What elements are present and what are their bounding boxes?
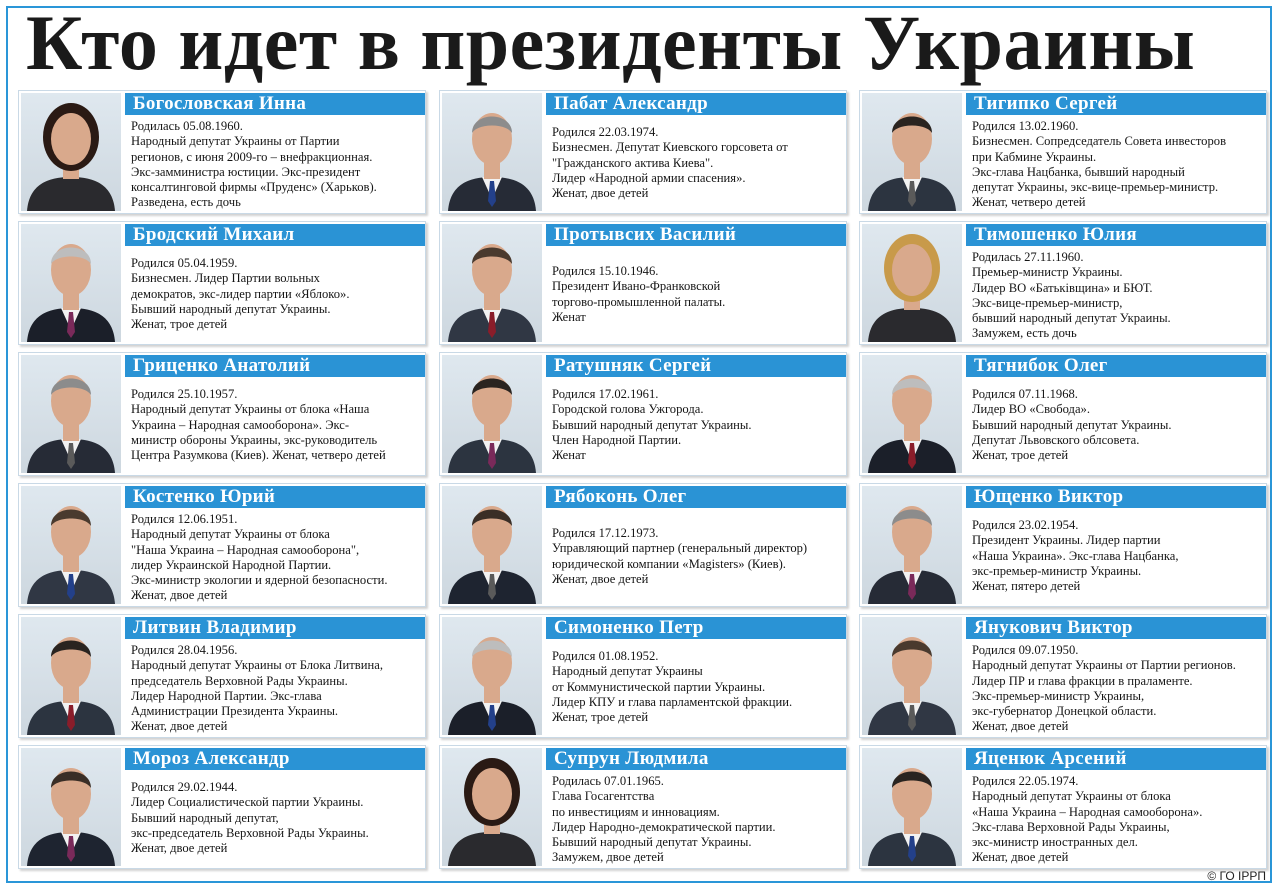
bio-line: юридической компании «Magisters» (Киев). — [552, 556, 786, 571]
bio-line: Экс-вице-премьер-министр, — [972, 295, 1123, 310]
bio-line: Экс-премьер-министр Украины, — [972, 688, 1145, 703]
candidate-name: Симоненко Петр — [546, 617, 846, 639]
candidate-bio — [552, 125, 842, 211]
bio-line: депутат Украины, экс-вице-премьер-министр. — [972, 180, 1219, 195]
bio-line: Родился 22.05.1974. — [972, 774, 1079, 788]
candidate-card — [859, 90, 1267, 214]
bio-line: Родился 17.02.1961. — [552, 387, 659, 401]
bio-line: Женат, двое детей — [552, 186, 649, 201]
bio-line: Лидер Народно-демократической партии. — [552, 819, 776, 834]
bio-line: Родился 05.04.1959. — [131, 256, 238, 270]
bio-line: Премьер-министр Украины. — [972, 265, 1123, 280]
candidate-photo — [442, 224, 542, 342]
bio-line: бывший народный депутат Украины. — [972, 311, 1171, 326]
bio-line: Бизнесмен. Депутат Киевского горсовета от — [552, 140, 788, 155]
bio-line: Замужем, есть дочь — [972, 326, 1077, 341]
candidate-photo — [862, 93, 962, 211]
bio-line: от Коммунистической партии Украины. — [552, 679, 766, 694]
candidate-card — [859, 614, 1267, 738]
candidate-bio — [972, 250, 1262, 342]
candidate-photo — [21, 224, 121, 342]
candidate-bio — [131, 256, 421, 342]
bio-line: Родился 12.06.1951. — [131, 512, 238, 526]
bio-line: Родилась 27.11.1960. — [972, 250, 1084, 264]
candidate-card — [18, 90, 426, 214]
candidate-photo — [442, 93, 542, 211]
bio-line: Член Народной Партии. — [552, 432, 682, 447]
candidate-card — [18, 483, 426, 607]
candidate-bio — [972, 119, 1262, 211]
bio-line: Женат, трое детей — [552, 710, 649, 725]
bio-line: Родилась 07.01.1965. — [552, 774, 664, 788]
candidate-card — [439, 352, 847, 476]
candidate-card — [18, 745, 426, 869]
bio-line: экс-председатель Верховной Рады Украины. — [131, 825, 369, 840]
bio-line: Президент Украины. Лидер партии — [972, 533, 1161, 548]
bio-line: Бывший народный депутат, — [131, 810, 279, 825]
candidate-photo — [862, 748, 962, 866]
bio-line: Центра Разумкова (Киев). Женат, четверо детей — [131, 448, 386, 463]
bio-line: по инвестициям и инновациям. — [552, 804, 720, 819]
candidate-photo — [862, 617, 962, 735]
candidate-name: Бродский Михаил — [125, 224, 425, 246]
candidate-card — [439, 614, 847, 738]
bio-line: Родился 25.10.1957. — [131, 387, 238, 401]
bio-line: торгово-промышленной палаты. — [552, 294, 726, 309]
bio-line: Экс-глава Верховной Рады Украины, — [972, 819, 1170, 834]
bio-line: Народный депутат Украины — [552, 664, 703, 679]
candidate-photo — [442, 486, 542, 604]
bio-line: Президент Ивано-Франковской — [552, 279, 721, 294]
bio-line: демократов, экс-лидер партии «Яблоко». — [131, 286, 350, 301]
candidate-bio — [552, 264, 842, 342]
candidate-photo — [442, 355, 542, 473]
candidate-name: Янукович Виктор — [966, 617, 1266, 639]
candidate-name: Тимошенко Юлия — [966, 224, 1266, 246]
bio-line: экс-министр иностранных дел. — [972, 835, 1138, 850]
bio-line: Женат, трое детей — [131, 317, 228, 332]
bio-line: Родился 22.03.1974. — [552, 125, 659, 139]
candidate-photo — [21, 486, 121, 604]
bio-line: Бывший народный депутат Украины. — [131, 301, 331, 316]
candidate-photo — [21, 617, 121, 735]
bio-line: Разведена, есть дочь — [131, 195, 241, 210]
bio-line: Родился 28.04.1956. — [131, 643, 238, 657]
candidate-card — [439, 221, 847, 345]
bio-line: Народный депутат Украины от Партии — [131, 134, 340, 149]
bio-line: Женат — [552, 448, 586, 463]
candidate-bio — [552, 649, 842, 735]
candidate-name: Протывсих Василий — [546, 224, 846, 246]
candidate-name: Рябоконь Олег — [546, 486, 846, 508]
bio-line: Лидер Народной Партии. Экс-глава — [131, 688, 322, 703]
bio-line: Родился 29.02.1944. — [131, 780, 238, 794]
bio-line: Женат, пятеро детей — [972, 579, 1081, 594]
candidate-card — [859, 221, 1267, 345]
candidate-name: Ратушняк Сергей — [546, 355, 846, 377]
bio-line: Народный депутат Украины от Блока Литвина, — [131, 658, 383, 673]
candidate-bio — [131, 119, 421, 211]
bio-line: Лидер ВО «Свобода». — [972, 402, 1091, 417]
bio-line: Родился 07.11.1968. — [972, 387, 1078, 401]
candidate-bio — [552, 774, 842, 866]
bio-line: Администрации Президента Украины. — [131, 704, 339, 719]
bio-line: Лидер ВО «Батьківщина» и БЮТ. — [972, 280, 1153, 295]
candidate-photo — [862, 224, 962, 342]
bio-line: Городской голова Ужгорода. — [552, 402, 704, 417]
bio-line: Бывший народный депутат Украины. — [552, 417, 752, 432]
bio-line: Женат, двое детей — [552, 571, 649, 586]
bio-line: регионов, с июня 2009-го – внефракционная. — [131, 149, 373, 164]
bio-line: консалтинговой фирмы «Пруденс» (Харьков). — [131, 180, 377, 195]
candidate-photo — [862, 355, 962, 473]
bio-line: Женат, двое детей — [131, 719, 228, 734]
bio-line: при Кабмине Украины. — [972, 149, 1097, 164]
bio-line: экс-губернатор Донецкой области. — [972, 704, 1157, 719]
bio-line: "Гражданского актива Киева". — [552, 155, 714, 170]
candidate-name: Тигипко Сергей — [966, 93, 1266, 115]
bio-line: Народный депутат Украины от блока — [131, 527, 330, 542]
bio-line: Женат, трое детей — [972, 448, 1069, 463]
bio-line: лидер Украинской Народной Партии. — [131, 557, 332, 572]
candidate-photo — [21, 748, 121, 866]
candidates-grid — [18, 90, 1268, 868]
bio-line: Бывший народный депутат Украины. — [972, 417, 1172, 432]
bio-line: Женат, двое детей — [131, 588, 228, 603]
candidate-photo — [862, 486, 962, 604]
bio-line: Родился 13.02.1960. — [972, 119, 1079, 133]
candidate-bio — [552, 387, 842, 473]
bio-line: Бизнесмен. Сопредседатель Совета инвесторов — [972, 134, 1227, 149]
candidate-photo — [21, 355, 121, 473]
bio-line: Родился 15.10.1946. — [552, 264, 659, 278]
bio-line: «Наша Украина». Экс-глава Нацбанка, — [972, 548, 1179, 563]
candidate-card — [859, 352, 1267, 476]
candidate-name: Мороз Александр — [125, 748, 425, 770]
candidate-name: Костенко Юрий — [125, 486, 425, 508]
candidate-bio — [131, 643, 421, 735]
candidate-name: Гриценко Анатолий — [125, 355, 425, 377]
candidate-photo — [442, 748, 542, 866]
bio-line: председатель Верховной Рады Украины. — [131, 673, 348, 688]
bio-line: Лидер Социалистической партии Украины. — [131, 795, 364, 810]
bio-line: Женат — [552, 309, 586, 324]
candidate-card — [18, 614, 426, 738]
candidate-bio — [131, 512, 421, 604]
candidate-bio — [131, 780, 421, 866]
bio-line: Глава Госагентства — [552, 789, 655, 804]
bio-line: Экс-замминистра юстиции. Экс-президент — [131, 164, 361, 179]
candidate-bio — [131, 387, 421, 473]
candidate-photo — [21, 93, 121, 211]
candidate-bio — [552, 526, 842, 604]
bio-line: Родился 01.08.1952. — [552, 649, 659, 663]
bio-line: Женат, двое детей — [131, 841, 228, 856]
bio-line: Замужем, двое детей — [552, 850, 664, 865]
bio-line: Родился 23.02.1954. — [972, 518, 1079, 532]
bio-line: "Наша Украина – Народная самооборона", — [131, 542, 360, 557]
candidate-name: Пабат Александр — [546, 93, 846, 115]
page-title: Кто идет в президенты Украины — [26, 0, 1196, 86]
candidate-name: Яценюк Арсений — [966, 748, 1266, 770]
bio-line: Украина – Народная самооборона». Экс- — [131, 417, 350, 432]
candidate-bio — [972, 774, 1262, 866]
bio-line: Лидер «Народной армии спасения». — [552, 170, 746, 185]
bio-line: министр обороны Украины, экс-руководитель — [131, 432, 378, 447]
bio-line: Женат, двое детей — [972, 719, 1069, 734]
candidate-name: Супрун Людмила — [546, 748, 846, 770]
bio-line: Управляющий партнер (генеральный директор) — [552, 541, 808, 556]
candidate-card — [439, 745, 847, 869]
bio-line: Народный депутат Украины от блока — [972, 789, 1171, 804]
bio-line: Родился 17.12.1973. — [552, 526, 659, 540]
bio-line: Бизнесмен. Лидер Партии вольных — [131, 271, 320, 286]
candidate-card — [18, 221, 426, 345]
candidate-name: Ющенко Виктор — [966, 486, 1266, 508]
bio-line: Женат, двое детей — [972, 850, 1069, 865]
candidate-name: Литвин Владимир — [125, 617, 425, 639]
candidate-name: Тягнибок Олег — [966, 355, 1266, 377]
candidate-bio — [972, 387, 1262, 473]
candidate-name: Богословская Инна — [125, 93, 425, 115]
bio-line: Лидер ПР и глава фракции в праламенте. — [972, 673, 1193, 688]
candidate-card — [439, 90, 847, 214]
bio-line: экс-премьер-министр Украины. — [972, 563, 1142, 578]
bio-line: Экс-министр экологии и ядерной безопасности. — [131, 573, 388, 588]
copyright: © ГО ІРРП — [1207, 869, 1266, 883]
candidate-bio — [972, 643, 1262, 735]
bio-line: Народный депутат Украины от блока «Наша — [131, 402, 370, 417]
candidate-card — [18, 352, 426, 476]
bio-line: «Наша Украина – Народная самооборона». — [972, 804, 1203, 819]
candidate-photo — [442, 617, 542, 735]
candidate-bio — [972, 518, 1262, 604]
bio-line: Лидер КПУ и глава парламентской фракции. — [552, 694, 793, 709]
bio-line: Экс-глава Нацбанка, бывший народный — [972, 164, 1185, 179]
bio-line: Народный депутат Украины от Партии регионов. — [972, 658, 1236, 673]
candidate-card — [859, 745, 1267, 869]
bio-line: Родился 09.07.1950. — [972, 643, 1079, 657]
bio-line: Бывший народный депутат Украины. — [552, 835, 752, 850]
candidate-card — [859, 483, 1267, 607]
bio-line: Депутат Львовского облсовета. — [972, 432, 1140, 447]
bio-line: Родилась 05.08.1960. — [131, 119, 243, 133]
candidate-card — [439, 483, 847, 607]
bio-line: Женат, четверо детей — [972, 195, 1086, 210]
